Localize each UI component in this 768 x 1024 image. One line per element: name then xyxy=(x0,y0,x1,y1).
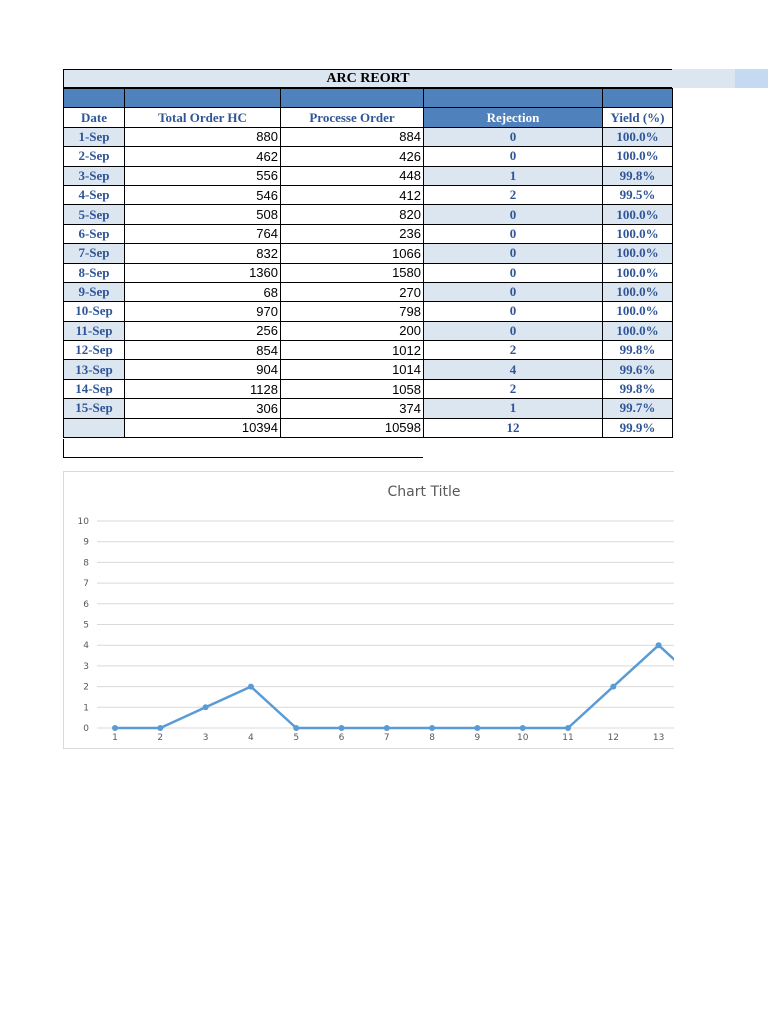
data-point[interactable] xyxy=(474,725,480,731)
date-cell[interactable]: 4-Sep xyxy=(64,185,125,204)
date-cell[interactable]: 2-Sep xyxy=(64,147,125,166)
total-order-cell[interactable]: 556 xyxy=(125,166,281,185)
band-cell[interactable] xyxy=(64,89,125,108)
rejection-cell[interactable]: 0 xyxy=(424,263,603,282)
date-cell[interactable]: 8-Sep xyxy=(64,263,125,282)
yield-cell[interactable]: 100.0% xyxy=(603,147,673,166)
header-band-row xyxy=(64,89,673,108)
processed-order-cell[interactable]: 270 xyxy=(281,282,424,301)
processed-order-sum[interactable]: 10598 xyxy=(281,418,424,437)
total-order-cell[interactable]: 1360 xyxy=(125,263,281,282)
report-table xyxy=(63,88,673,438)
date-cell[interactable]: 7-Sep xyxy=(64,244,125,263)
total-order-cell[interactable]: 880 xyxy=(125,127,281,146)
table-row xyxy=(64,127,673,146)
rejection-cell[interactable]: 0 xyxy=(424,244,603,263)
header-rejection[interactable]: Rejection xyxy=(424,108,603,127)
rejection-cell[interactable]: 1 xyxy=(424,399,603,418)
processed-order-cell[interactable]: 820 xyxy=(281,205,424,224)
table-row xyxy=(64,399,673,418)
data-point[interactable] xyxy=(293,725,299,731)
rejection-cell[interactable]: 4 xyxy=(424,360,603,379)
y-tick-label: 1 xyxy=(83,703,89,714)
data-point[interactable] xyxy=(203,704,209,710)
rejection-sum[interactable]: 12 xyxy=(424,418,603,437)
data-point[interactable] xyxy=(384,725,390,731)
data-point[interactable] xyxy=(429,725,435,731)
yield-cell[interactable]: 99.8% xyxy=(603,379,673,398)
date-cell[interactable]: 13-Sep xyxy=(64,360,125,379)
total-order-cell[interactable]: 854 xyxy=(125,341,281,360)
y-tick-label: 7 xyxy=(83,579,89,590)
chart-title[interactable]: Chart Title xyxy=(387,484,461,500)
total-order-cell[interactable]: 546 xyxy=(125,185,281,204)
date-cell[interactable]: 12-Sep xyxy=(64,341,125,360)
total-order-cell[interactable]: 904 xyxy=(125,360,281,379)
processed-order-cell[interactable]: 236 xyxy=(281,224,424,243)
yield-cell[interactable]: 99.7% xyxy=(603,399,673,418)
y-tick-label: 5 xyxy=(83,620,89,631)
processed-order-cell[interactable]: 200 xyxy=(281,321,424,340)
rejection-cell[interactable]: 0 xyxy=(424,224,603,243)
total-order-sum[interactable]: 10394 xyxy=(125,418,281,437)
date-cell[interactable]: 10-Sep xyxy=(64,302,125,321)
rejection-cell[interactable]: 0 xyxy=(424,321,603,340)
x-tick-label: 10 xyxy=(516,733,529,743)
rejection-cell[interactable]: 2 xyxy=(424,379,603,398)
rejection-cell[interactable]: 0 xyxy=(424,147,603,166)
yield-cell[interactable]: 100.0% xyxy=(603,244,673,263)
processed-order-cell[interactable]: 1012 xyxy=(281,341,424,360)
date-cell[interactable]: 14-Sep xyxy=(64,379,125,398)
y-tick-label: 9 xyxy=(83,537,89,548)
rejection-cell[interactable]: 0 xyxy=(424,282,603,301)
band-cell[interactable] xyxy=(125,89,281,108)
y-tick-label: 3 xyxy=(83,661,89,672)
rejection-cell[interactable]: 0 xyxy=(424,127,603,146)
y-tick-label: 0 xyxy=(83,724,89,734)
processed-order-cell[interactable]: 448 xyxy=(281,166,424,185)
yield-total[interactable]: 99.9% xyxy=(603,418,673,437)
y-tick-label: 2 xyxy=(83,682,89,693)
x-tick-label: 4 xyxy=(248,733,254,743)
totals-row xyxy=(64,418,673,437)
report-title[interactable]: ARC REORT xyxy=(63,69,672,88)
table-row xyxy=(64,224,673,243)
data-point[interactable] xyxy=(610,684,616,690)
rejection-cell[interactable]: 1 xyxy=(424,166,603,185)
table-row xyxy=(64,302,673,321)
empty-cell-region[interactable] xyxy=(63,439,423,458)
date-cell[interactable]: 15-Sep xyxy=(64,399,125,418)
yield-cell[interactable]: 100.0% xyxy=(603,127,673,146)
band-cell[interactable] xyxy=(281,89,424,108)
processed-order-cell[interactable]: 884 xyxy=(281,127,424,146)
header-processed-order[interactable]: Processe Order xyxy=(281,108,424,127)
data-point[interactable] xyxy=(520,725,526,731)
table-row xyxy=(64,321,673,340)
data-point[interactable] xyxy=(248,684,254,690)
processed-order-cell[interactable]: 798 xyxy=(281,302,424,321)
total-order-cell[interactable]: 68 xyxy=(125,282,281,301)
yield-cell[interactable]: 100.0% xyxy=(603,224,673,243)
table-row xyxy=(64,166,673,185)
rejection-cell[interactable]: 0 xyxy=(424,205,603,224)
date-cell[interactable]: 5-Sep xyxy=(64,205,125,224)
data-point[interactable] xyxy=(157,725,163,731)
table-row xyxy=(64,244,673,263)
yield-cell[interactable]: 100.0% xyxy=(603,282,673,301)
total-order-cell[interactable]: 1128 xyxy=(125,379,281,398)
header-yield[interactable]: Yield (%) xyxy=(603,108,673,127)
y-tick-label: 4 xyxy=(83,641,89,652)
x-tick-label: 13 xyxy=(652,733,665,743)
x-tick-label: 9 xyxy=(474,733,481,743)
processed-order-cell[interactable]: 374 xyxy=(281,399,424,418)
line-chart xyxy=(63,505,674,745)
table-row xyxy=(64,379,673,398)
yield-cell[interactable]: 99.6% xyxy=(603,360,673,379)
processed-order-cell[interactable]: 1066 xyxy=(281,244,424,263)
data-point[interactable] xyxy=(339,725,345,731)
total-order-cell[interactable]: 832 xyxy=(125,244,281,263)
date-cell[interactable]: 11-Sep xyxy=(64,321,125,340)
table-row xyxy=(64,360,673,379)
table-row xyxy=(64,185,673,204)
x-tick-label: 6 xyxy=(338,733,345,743)
date-cell[interactable]: 9-Sep xyxy=(64,282,125,301)
table-row xyxy=(64,147,673,166)
yield-cell[interactable]: 100.0% xyxy=(603,263,673,282)
data-point[interactable] xyxy=(112,725,118,731)
table-row xyxy=(64,282,673,301)
column-header-row xyxy=(64,108,673,127)
x-tick-label: 11 xyxy=(562,733,574,743)
header-total-order[interactable]: Total Order HC xyxy=(125,108,281,127)
date-cell[interactable]: 6-Sep xyxy=(64,224,125,243)
x-tick-label: 7 xyxy=(383,733,390,743)
x-tick-label: 12 xyxy=(607,733,620,743)
band-cell[interactable] xyxy=(424,89,603,108)
yield-cell[interactable]: 100.0% xyxy=(603,302,673,321)
report-title-row xyxy=(63,69,768,88)
data-point[interactable] xyxy=(656,642,662,648)
y-tick-label: 6 xyxy=(83,599,89,610)
total-order-cell[interactable]: 508 xyxy=(125,205,281,224)
table-row xyxy=(64,341,673,360)
totals-label-cell[interactable] xyxy=(64,418,125,437)
rejection-cell[interactable]: 0 xyxy=(424,302,603,321)
date-cell[interactable]: 3-Sep xyxy=(64,166,125,185)
total-order-cell[interactable]: 256 xyxy=(125,321,281,340)
processed-order-cell[interactable]: 1014 xyxy=(281,360,424,379)
rejection-cell[interactable]: 2 xyxy=(424,341,603,360)
total-order-cell[interactable]: 970 xyxy=(125,302,281,321)
processed-order-cell[interactable]: 1580 xyxy=(281,263,424,282)
total-order-cell[interactable]: 764 xyxy=(125,224,281,243)
date-cell[interactable]: 1-Sep xyxy=(64,127,125,146)
table-row xyxy=(64,205,673,224)
data-point[interactable] xyxy=(565,725,571,731)
y-tick-label: 10 xyxy=(77,517,89,527)
total-order-cell[interactable]: 306 xyxy=(125,399,281,418)
title-band-extension-right xyxy=(735,69,768,88)
yield-cell[interactable]: 100.0% xyxy=(603,321,673,340)
processed-order-cell[interactable]: 412 xyxy=(281,185,424,204)
band-cell[interactable] xyxy=(603,89,673,108)
y-tick-label: 8 xyxy=(83,558,89,569)
processed-order-cell[interactable]: 1058 xyxy=(281,379,424,398)
x-tick-label: 1 xyxy=(112,733,118,743)
processed-order-cell[interactable]: 426 xyxy=(281,147,424,166)
x-tick-label: 5 xyxy=(293,733,300,743)
yield-cell[interactable]: 99.5% xyxy=(603,185,673,204)
total-order-cell[interactable]: 462 xyxy=(125,147,281,166)
rejection-cell[interactable]: 2 xyxy=(424,185,603,204)
x-tick-label: 8 xyxy=(429,733,435,743)
table-row xyxy=(64,263,673,282)
x-tick-label: 2 xyxy=(157,733,164,743)
yield-cell[interactable]: 99.8% xyxy=(603,341,673,360)
yield-cell[interactable]: 99.8% xyxy=(603,166,673,185)
header-date[interactable]: Date xyxy=(64,108,125,127)
yield-cell[interactable]: 100.0% xyxy=(603,205,673,224)
x-tick-label: 3 xyxy=(202,733,209,743)
